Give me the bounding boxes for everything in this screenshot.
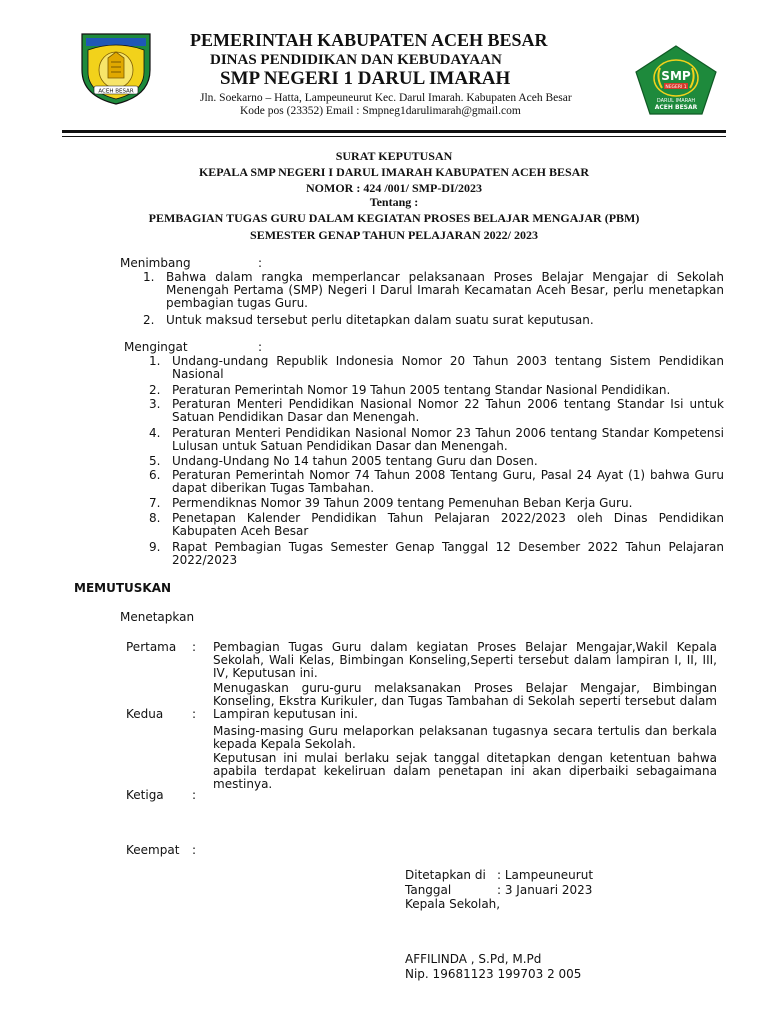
decision-text-4: Keputusan ini mulai berlaku sejak tanggal ditetapkan dengan ketentuan bahwa apabila terdapat kekeliruan dalam penetapan ini akan diperbaiki sebagaimana mestinya. (213, 751, 717, 791)
mengingat-item-5: Undang-Undang No 14 tahun 2005 tentang Guru dan Dosen. (172, 454, 538, 468)
letterhead-rule-thin (62, 136, 726, 137)
memutuskan-heading: MEMUTUSKAN (74, 581, 172, 595)
school-address: Jln. Soekarno – Hatta, Lampeuneurut Kec. Darul Imarah. Kabupaten Aceh Besar (200, 92, 572, 104)
mengingat-item-2: Peraturan Pemerintah Nomor 19 Tahun 2005 tentang Standar Nasional Pendidikan. (172, 383, 671, 397)
mengingat-item-6: Peraturan Pemerintah Nomor 74 Tahun 2008 Tentang Guru, Pasal 24 Ayat (1) bahwa Guru dapat diberikan Tugas Tambahan. (172, 468, 724, 495)
mengingat-colon: : (258, 340, 263, 354)
decision-colon-4: : (192, 843, 197, 857)
mengingat-num-1: 1. (149, 354, 161, 368)
decision-colon-3: : (192, 788, 197, 802)
title-semester: SEMESTER GENAP TAHUN PELAJARAN 2022/ 2023 (250, 228, 538, 242)
mengingat-label: Mengingat (124, 340, 188, 354)
menimbang-item-2: Untuk maksud tersebut perlu ditetapkan dalam suatu surat keputusan. (166, 313, 594, 327)
decision-label-keempat: Keempat (126, 843, 180, 857)
decision-text-3: Masing-masing Guru melaporkan pelaksanan tugasnya secara tertulis dan berkala kepada Kepala Sekolah. (213, 724, 717, 751)
signer-position: Kepala Sekolah, (405, 897, 501, 911)
mengingat-item-7: Permendiknas Nomor 39 Tahun 2009 tentang Pemenuhan Beban Kerja Guru. (172, 496, 633, 510)
right-logo-bottom2: ACEH BESAR (654, 104, 698, 111)
tanggal-value: : 3 Januari 2023 (497, 883, 593, 897)
decision-label-kedua: Kedua (126, 707, 164, 721)
mengingat-num-2: 2. (149, 383, 161, 397)
mengingat-num-3: 3. (149, 397, 161, 411)
menimbang-label: Menimbang (120, 256, 191, 270)
left-logo-text: ACEH BESAR (98, 88, 134, 95)
mengingat-item-1: Undang-undang Republik Indonesia Nomor 20 Tahun 2003 tentang Sistem Pendidikan Nasional (172, 354, 724, 381)
decision-colon-1: : (192, 640, 197, 654)
menimbang-item-1: Bahwa dalam rangka memperlancar pelaksanaan Proses Belajar Mengajar di Sekolah Menengah Pertama (SMP) Negeri I Darul Imarah Kecamatan Aceh Besar, perlu menetapkan pembagian tugas Guru. (166, 270, 724, 310)
ditetapkan-label: Ditetapkan di (405, 868, 486, 882)
signer-name: AFFILINDA , S.Pd, M.Pd (405, 952, 542, 966)
mengingat-num-5: 5. (149, 454, 161, 468)
mengingat-num-6: 6. (149, 468, 161, 482)
menimbang-num-1: 1. (143, 270, 155, 284)
title-tentang: Tentang : (369, 195, 419, 209)
ditetapkan-value: : Lampeuneurut (497, 868, 594, 882)
title-pembagian: PEMBAGIAN TUGAS GURU DALAM KEGIATAN PROSES BELAJAR MENGAJAR (PBM) (148, 211, 640, 225)
smp-logo (634, 44, 718, 116)
mengingat-item-9: Rapat Pembagian Tugas Semester Genap Tanggal 12 Desember 2022 Tahun Pelajaran 2022/2023 (172, 540, 724, 567)
aceh-besar-logo (78, 26, 154, 106)
right-logo-bottom1: DARUL IMARAH (656, 98, 696, 104)
decision-colon-2: : (192, 707, 197, 721)
right-logo-main: SMP (661, 69, 691, 83)
signer-nip: Nip. 19681123 199703 2 005 (405, 967, 582, 981)
letterhead-line2: DINAS PENDIDIKAN DAN KEBUDAYAAN (210, 52, 502, 68)
school-contact: Kode pos (23352) Email : Smpneg1darulimarah@gmail.com (240, 105, 521, 117)
mengingat-num-7: 7. (149, 496, 161, 510)
school-name: SMP NEGERI 1 DARUL IMARAH (220, 68, 511, 89)
menimbang-num-2: 2. (143, 313, 155, 327)
mengingat-item-3: Peraturan Menteri Pendidikan Nasional Nomor 22 Tahun 2006 tentang Standar Isi untuk Satuan Pendidikan Dasar dan Menengah. (172, 397, 724, 424)
decision-label-pertama: Pertama (126, 640, 177, 654)
mengingat-num-4: 4. (149, 426, 161, 440)
mengingat-num-9: 9. (149, 540, 161, 554)
decision-label-ketiga: Ketiga (126, 788, 164, 802)
letterhead-rule-thick (62, 130, 726, 133)
menimbang-colon: : (258, 256, 263, 270)
mengingat-item-4: Peraturan Menteri Pendidikan Nasional Nomor 23 Tahun 2006 tentang Standar Kompetensi Lulusan untuk Satuan Pendidikan Dasar dan Menengah. (172, 426, 724, 453)
menetapkan-label: Menetapkan (120, 610, 195, 624)
right-logo-sub: NEGERI 1 (665, 84, 687, 90)
mengingat-num-8: 8. (149, 511, 161, 525)
decision-text-2: Menugaskan guru-guru melaksanakan Proses Belajar Mengajar, Bimbingan Konseling, Ekstra Kurikuler, dan Tugas Tambahan di Sekolah seperti tersebut dalam Lampiran keputusan ini. (213, 681, 717, 721)
title-kepala: KEPALA SMP NEGERI I DARUL IMARAH KABUPATEN ACEH BESAR (198, 165, 590, 179)
tanggal-label: Tanggal (405, 883, 452, 897)
mengingat-item-8: Penetapan Kalender Pendidikan Tahun Pelajaran 2022/2023 oleh Dinas Pendidikan Kabupaten Aceh Besar (172, 511, 724, 538)
letterhead-line1: PEMERINTAH KABUPATEN ACEH BESAR (190, 30, 548, 50)
decision-text-1: Pembagian Tugas Guru dalam kegiatan Proses Belajar Mengajar,Wakil Kepala Sekolah, Wali Kelas, Bimbingan Konseling,Seperti tersebut dalam lampiran I, II, III, IV, Keputusan ini. (213, 640, 717, 680)
title-nomor: NOMOR : 424 /001/ SMP-DI/2023 (306, 181, 482, 195)
title-surat-keputusan: SURAT KEPUTUSAN (335, 149, 453, 163)
